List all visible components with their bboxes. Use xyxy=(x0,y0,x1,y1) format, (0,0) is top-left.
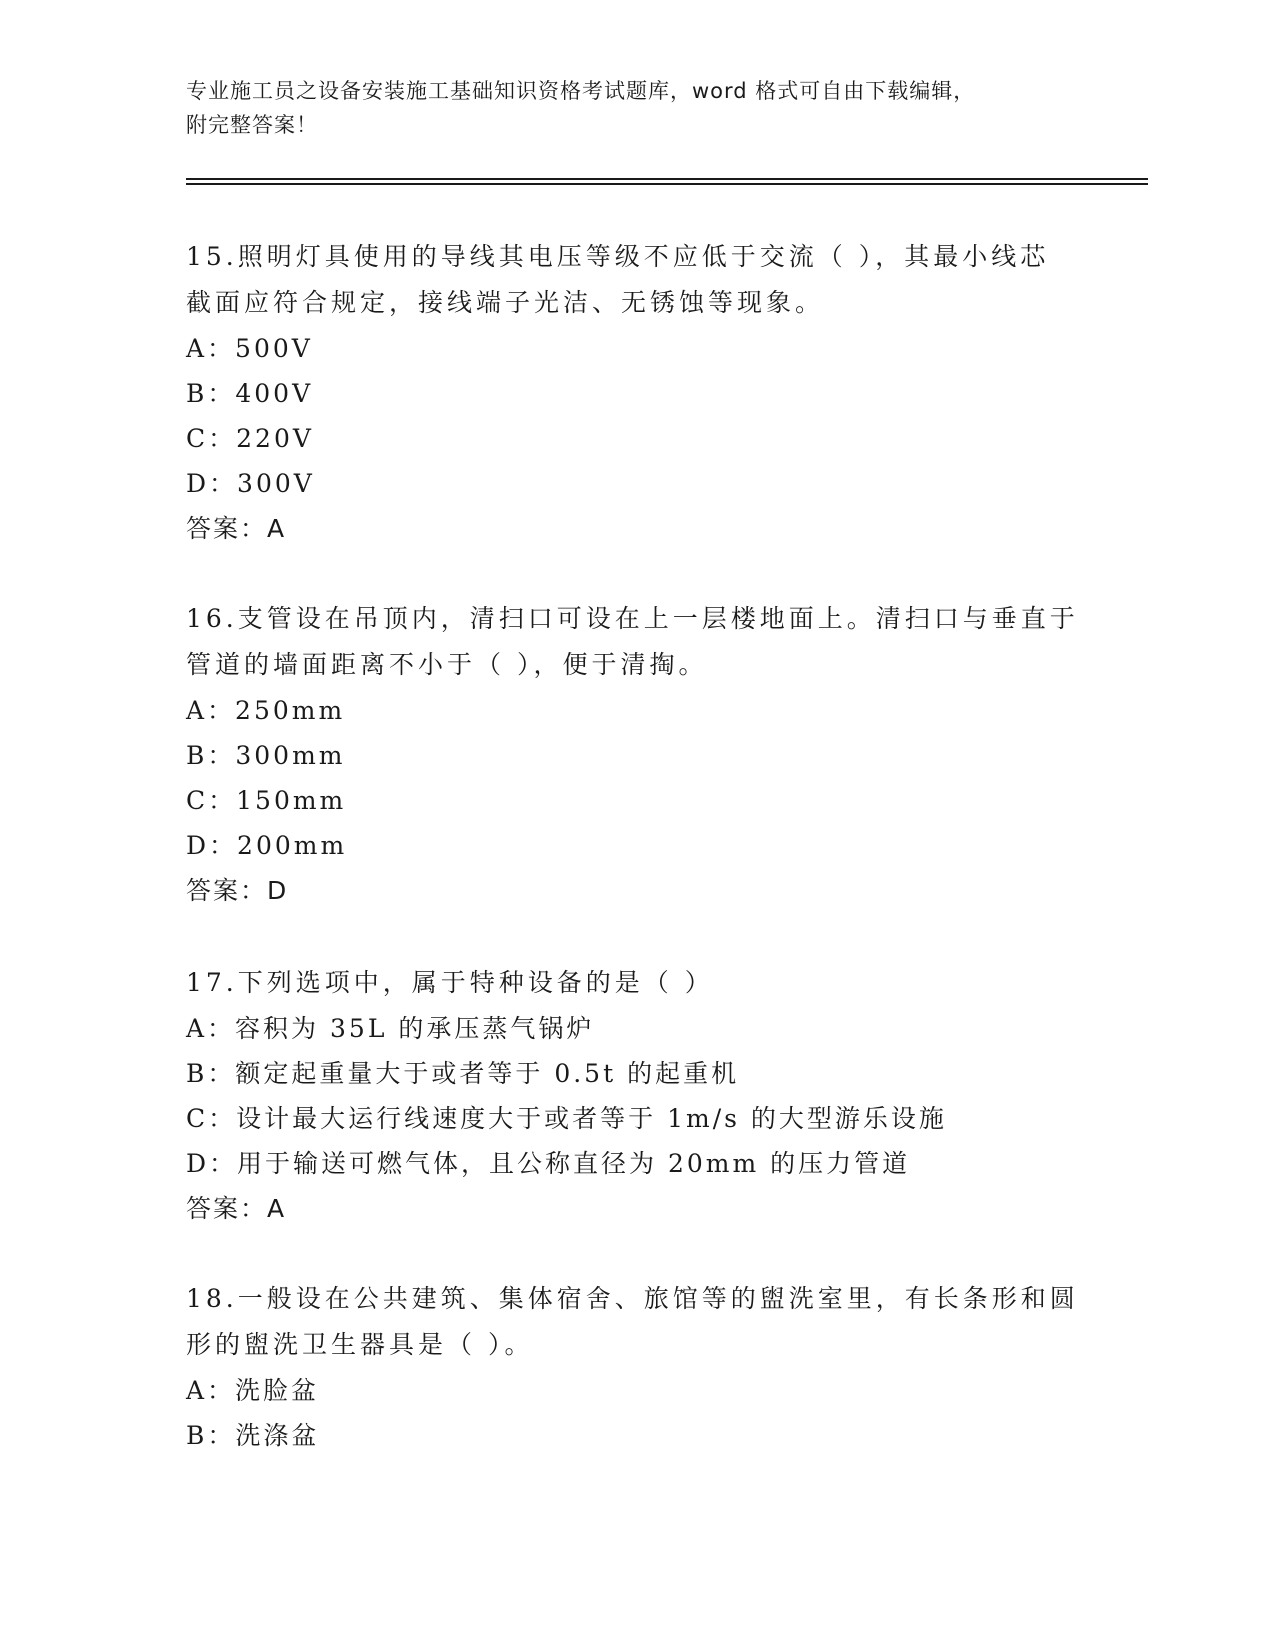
question-stem-line: 截面应符合规定，接线端子光洁、无锈蚀等现象。 xyxy=(186,288,825,317)
question-stem-line: 16.支管设在吊顶内，清扫口可设在上一层楼地面上。清扫口与垂直于 xyxy=(186,604,1079,633)
option-a: A：容积为 35L 的承压蒸气锅炉 xyxy=(186,1014,595,1043)
question-stem-line: 17.下列选项中，属于特种设备的是（ ） xyxy=(186,968,714,997)
question-stem-line: 15.照明灯具使用的导线其电压等级不应低于交流（ ），其最小线芯 xyxy=(186,242,1050,271)
question-16 xyxy=(186,596,1086,914)
question-stem-line: 形的盥洗卫生器具是（ ）。 xyxy=(186,1330,534,1359)
answer: 答案：A xyxy=(186,514,287,543)
option-a: A：500V xyxy=(186,334,313,363)
question-stem-line: 管道的墙面距离不小于（ ），便于清掏。 xyxy=(186,650,708,679)
option-d: D：用于输送可燃气体，且公称直径为 20mm 的压力管道 xyxy=(186,1149,911,1178)
header-line-1: 专业施工员之设备安装施工基础知识资格考试题库，word 格式可自由下载编辑， xyxy=(186,79,976,103)
option-b: B：300mm xyxy=(186,741,346,770)
option-d: D：300V xyxy=(186,469,315,498)
option-b: B：400V xyxy=(186,379,314,408)
option-d: D：200mm xyxy=(186,831,348,860)
option-b: B：额定起重量大于或者等于 0.5t 的起重机 xyxy=(186,1059,740,1088)
header-divider-bottom xyxy=(186,183,1148,185)
header-line-2: 附完整答案！ xyxy=(186,113,318,137)
option-c: C：150mm xyxy=(186,786,347,815)
question-stem-line: 18.一般设在公共建筑、集体宿舍、旅馆等的盥洗室里，有长条形和圆 xyxy=(186,1284,1079,1313)
answer: 答案：A xyxy=(186,1194,287,1223)
question-17 xyxy=(186,960,1086,1232)
header-divider-top xyxy=(186,178,1148,180)
option-c: C：设计最大运行线速度大于或者等于 1m/s 的大型游乐设施 xyxy=(186,1104,947,1133)
question-15 xyxy=(186,234,1086,552)
option-b: B：洗涤盆 xyxy=(186,1421,320,1450)
answer: 答案：D xyxy=(186,876,289,905)
question-18 xyxy=(186,1276,1086,1458)
option-c: C：220V xyxy=(186,424,314,453)
document-header xyxy=(186,74,1066,142)
option-a: A：250mm xyxy=(186,696,346,725)
option-a: A：洗脸盆 xyxy=(186,1376,320,1405)
